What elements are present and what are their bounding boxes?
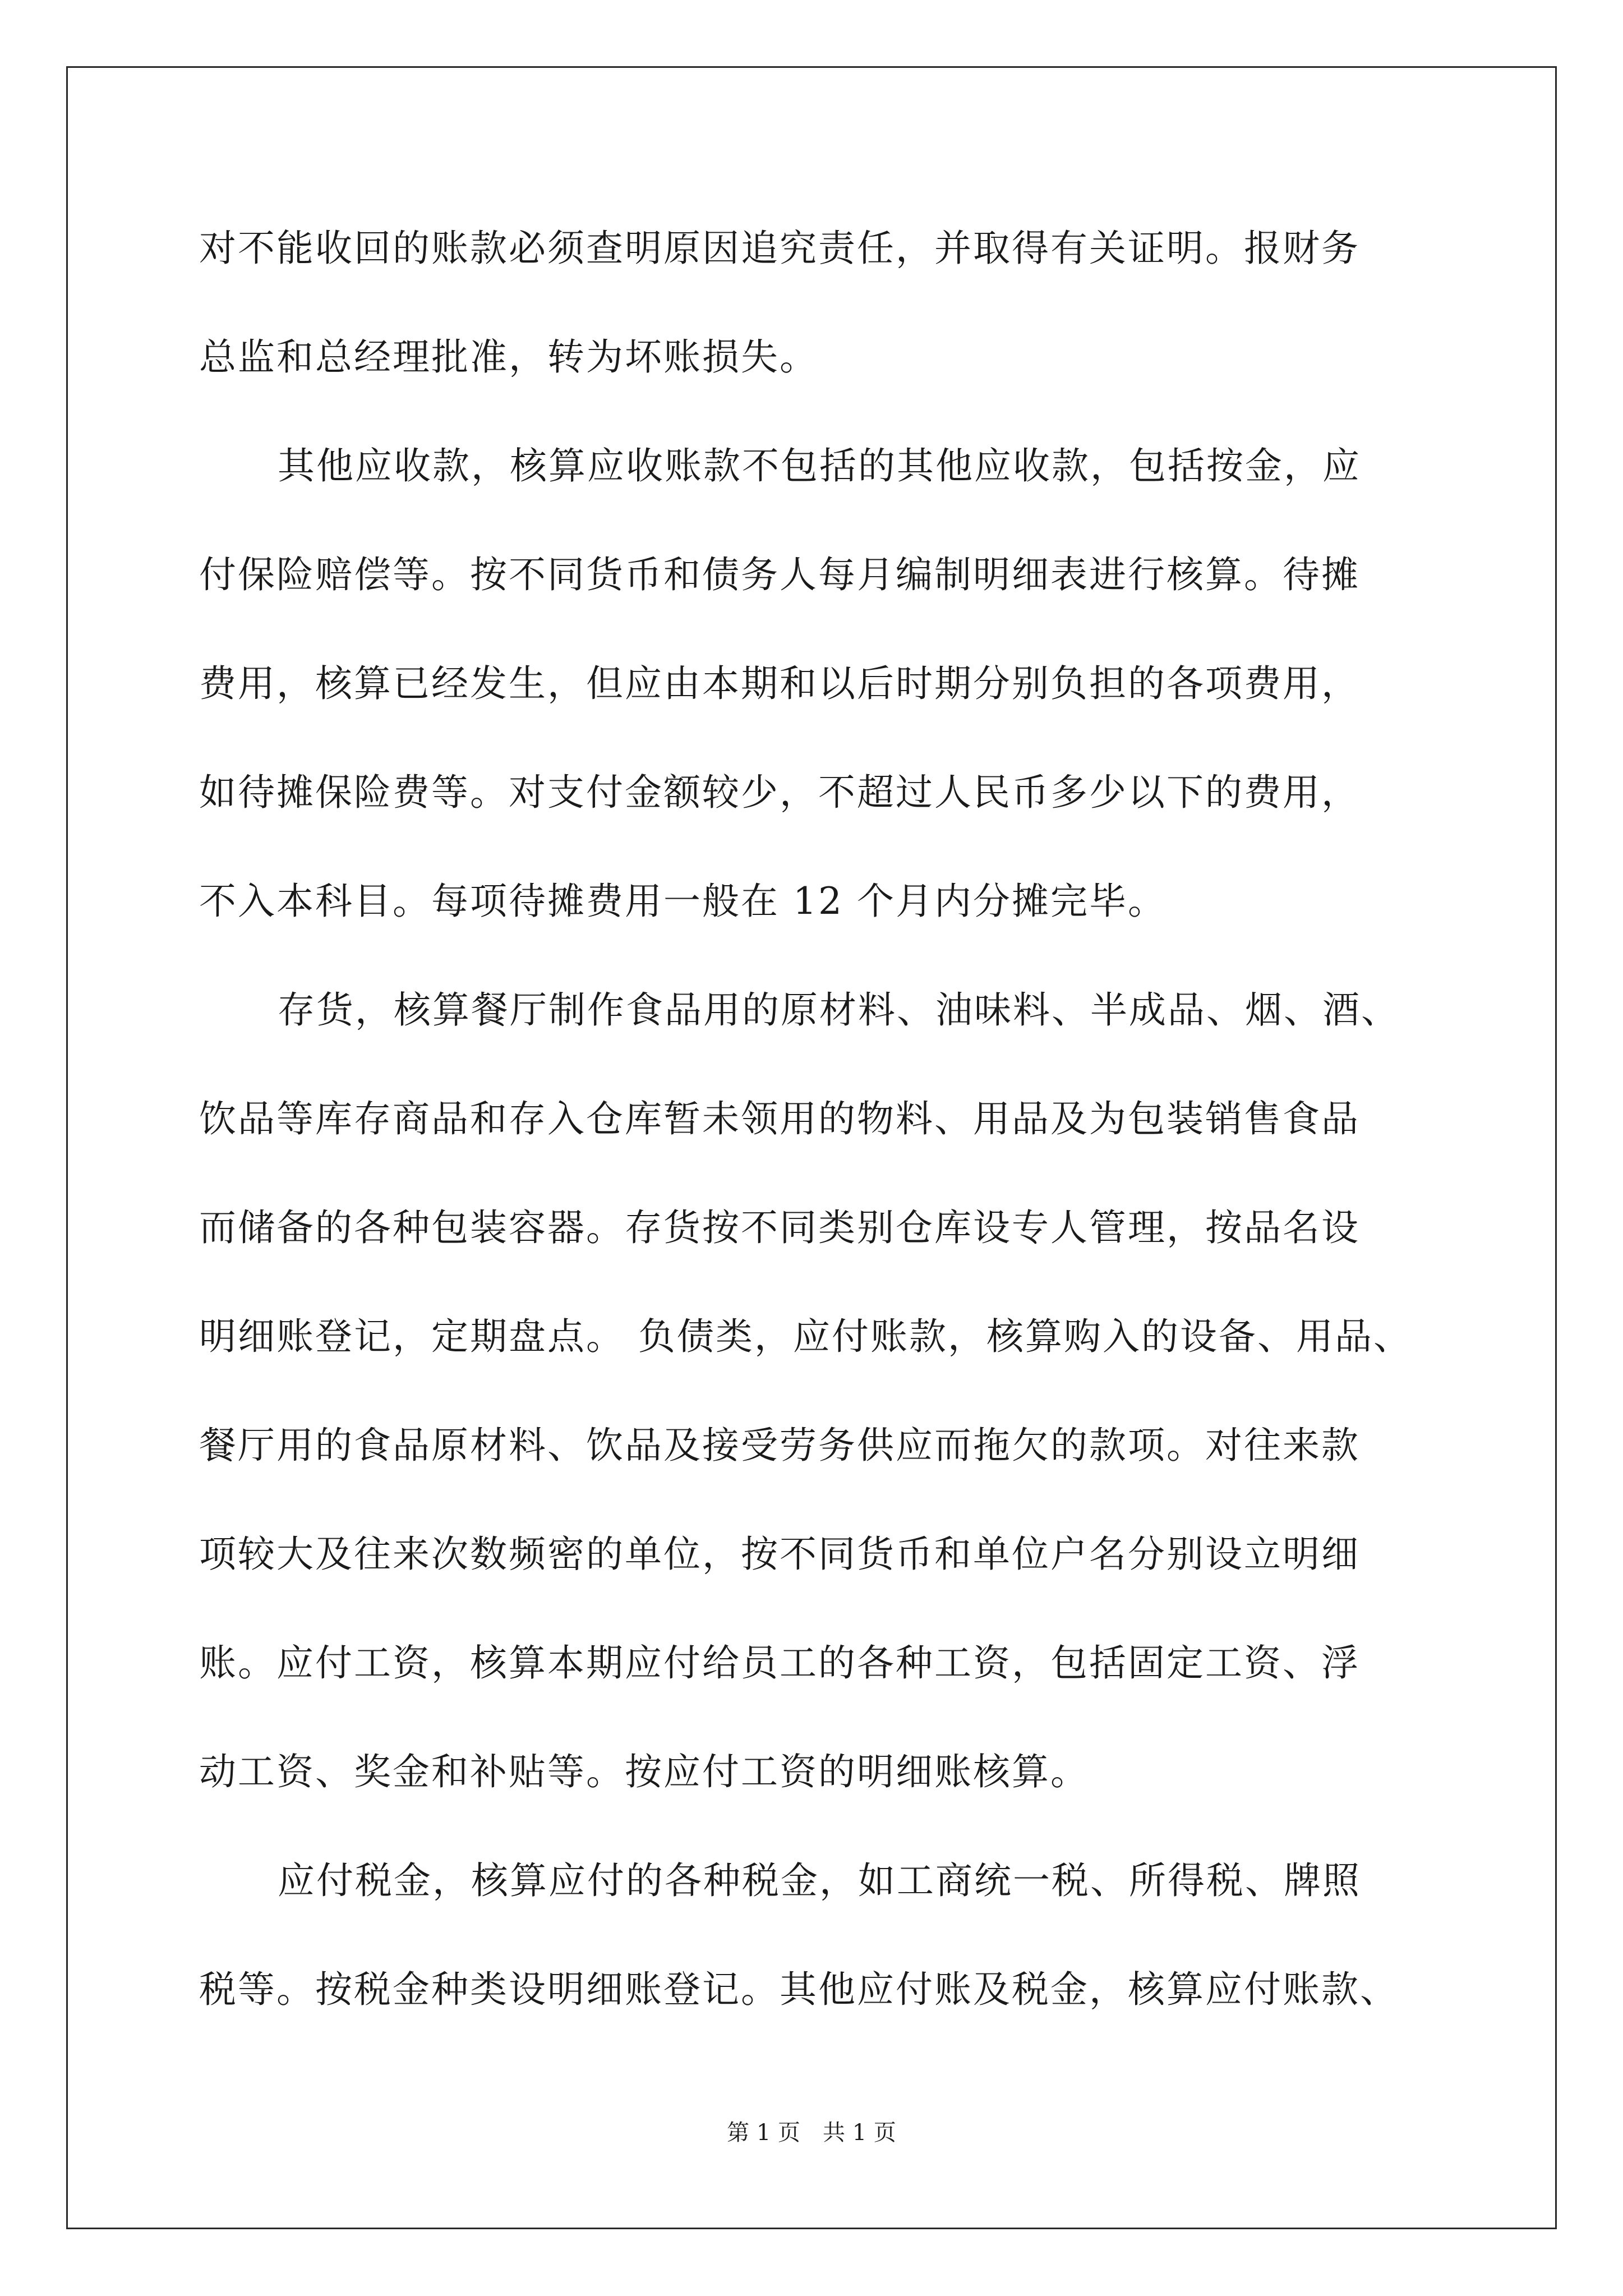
text-line: 项较大及往来次数频密的单位，按不同货币和单位户名分别设立明细 [199,1533,1360,1576]
page-number-total: 共 1 页 [823,2120,896,2146]
document-body [199,222,1433,2072]
text-line: 不入本科目。每项待摊费用一般在 12 个月内分摊完毕。 [199,880,1166,923]
text-line: 如待摊保险费等。对支付金额较少，不超过人民币多少以下的费用， [199,771,1360,814]
text-line: 而储备的各种包装容器。存货按不同类别仓库设专人管理，按品名设 [199,1206,1360,1249]
text-line: 明细账登记，定期盘点。 负债类，应付账款，核算购入的设备、用品、 [199,1315,1412,1358]
text-line: 动工资、奖金和补贴等。按应付工资的明细账核算。 [199,1750,1089,1793]
text-line: 费用，核算已经发生，但应由本期和以后时期分别负担的各项费用， [199,662,1360,705]
page-number-current: 第 1 页 [727,2120,800,2146]
text-line: 付保险赔偿等。按不同货币和债务人每月编制明细表进行核算。待摊 [199,553,1360,596]
text-line: 账。应付工资，核算本期应付给员工的各种工资，包括固定工资、浮 [199,1641,1360,1685]
text-line: 总监和总经理批准，转为坏账损失。 [199,335,818,379]
text-line: 存货，核算餐厅制作食品用的原材料、油味料、半成品、烟、酒、 [278,988,1400,1032]
text-line: 对不能收回的账款必须查明原因追究责任，并取得有关证明。报财务 [199,227,1360,270]
text-line: 税等。按税金种类设明细账登记。其他应付账及税金，核算应付账款、 [199,1968,1399,2011]
text-line: 饮品等库存商品和存入仓库暂未领用的物料、用品及为包装销售食品 [199,1097,1360,1140]
text-line: 餐厅用的食品原材料、饮品及接受劳务供应而拖欠的款项。对往来款 [199,1424,1360,1467]
text-line: 应付税金，核算应付的各种税金，如工商统一税、所得税、牌照 [278,1859,1361,1902]
text-line: 其他应收款，核算应收账款不包括的其他应收款，包括按金，应 [278,444,1361,487]
page-footer [0,2119,1623,2147]
